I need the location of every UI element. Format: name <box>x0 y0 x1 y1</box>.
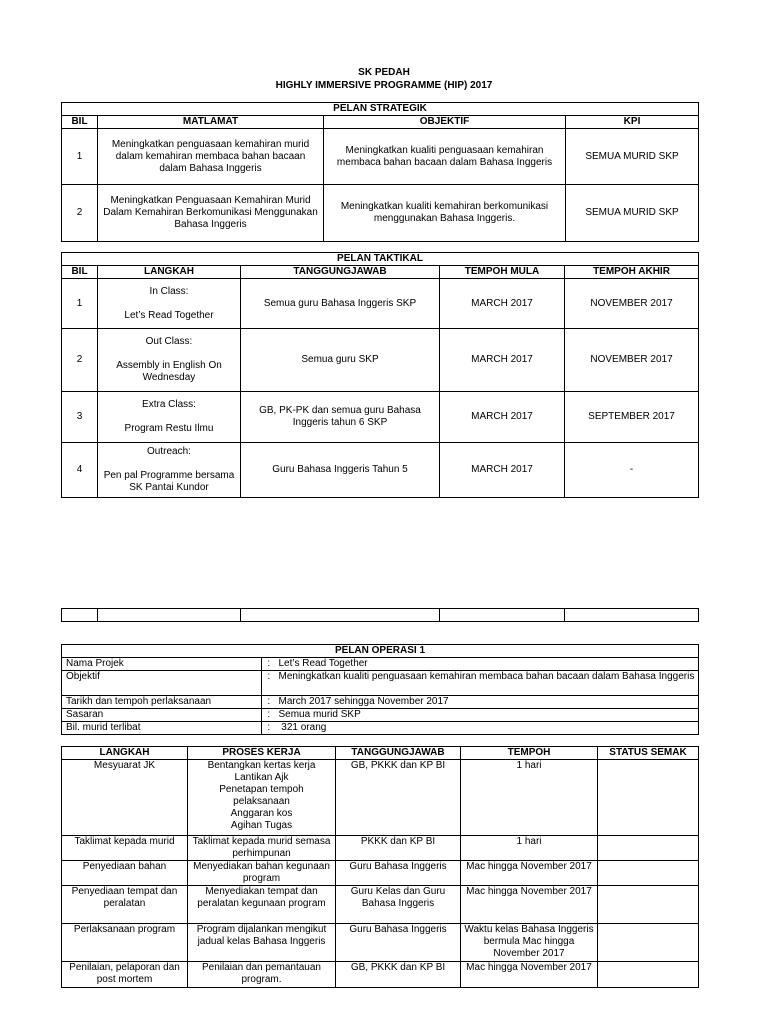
bil-cell: 2 <box>62 185 98 242</box>
tempoh-mula-cell: MARCH 2017 <box>440 392 565 443</box>
programme-title: HIGHLY IMMERSIVE PROGRAMME (HIP) 2017 <box>275 80 493 91</box>
langkah-cell: Perlaksanaan program <box>62 924 188 962</box>
operation-plan-title: PELAN OPERASI 1 <box>62 645 699 658</box>
tanggungjawab-cell: GB, PK-PK dan semua guru Bahasa Inggeris tahun 6 SKP <box>241 392 440 443</box>
bil-cell: 1 <box>62 279 98 329</box>
kpi-cell: SEMUA MURID SKP <box>566 129 699 185</box>
langkah-cell: Penyediaan bahan <box>62 861 188 886</box>
tempoh-mula-cell: MARCH 2017 <box>440 329 565 392</box>
empty-cell <box>440 609 565 622</box>
status-semak-cell <box>598 924 699 962</box>
field-value: Semua murid SKP <box>276 709 699 722</box>
tempoh-cell: Waktu kelas Bahasa Inggeris bermula Mac hingga November 2017 <box>461 924 598 962</box>
tempoh-cell: Mac hingga November 2017 <box>461 861 598 886</box>
field-separator: : <box>262 722 276 735</box>
proses-kerja-cell: Bentangkan kertas kerja Lantikan Ajk Penetapan tempoh pelaksanaan Anggaran kos Agihan Tugas <box>188 760 336 836</box>
tempoh-cell: Mac hingga November 2017 <box>461 886 598 924</box>
table-row <box>62 443 699 498</box>
objektif-cell: Meningkatkan kualiti penguasaan kemahiran membaca bahan bacaan dalam Bahasa Inggeris <box>324 129 566 185</box>
proses-kerja-cell: Menyediakan bahan kegunaan program <box>188 861 336 886</box>
langkah-category: Out Class: <box>145 336 193 347</box>
field-separator: : <box>262 671 276 696</box>
tempoh-akhir-cell: SEPTEMBER 2017 <box>565 392 699 443</box>
tempoh-cell: 1 hari <box>461 760 598 836</box>
header-bil: BIL <box>62 116 98 129</box>
tanggungjawab-cell: GB, PKKK dan KP BI <box>336 962 461 988</box>
header-langkah: LANGKAH <box>98 266 241 279</box>
operation-plan-table <box>61 644 699 735</box>
header-tempoh: TEMPOH <box>461 747 598 760</box>
table-row <box>62 392 699 443</box>
school-title: SK PEDAH <box>358 67 410 78</box>
strategic-plan-table <box>61 102 699 242</box>
field-label: Bil. murid terlibat <box>62 722 262 735</box>
field-label: Sasaran <box>62 709 262 722</box>
field-label: Nama Projek <box>62 658 262 671</box>
tanggungjawab-cell: Semua guru Bahasa Inggeris SKP <box>241 279 440 329</box>
matlamat-cell: Meningkatkan Penguasaan Kemahiran Murid Dalam Kemahiran Berkomunikasi Menggunakan Bahasa Inggeris <box>98 185 324 242</box>
header-matlamat: MATLAMAT <box>98 116 324 129</box>
tempoh-akhir-cell: - <box>565 443 699 498</box>
table-row <box>62 185 699 242</box>
field-value: Let’s Read Together <box>276 658 699 671</box>
empty-row-table <box>61 608 699 622</box>
table-row <box>62 279 699 329</box>
tempoh-cell: Mac hingga November 2017 <box>461 962 598 988</box>
header-tempoh-mula: TEMPOH MULA <box>440 266 565 279</box>
kpi-cell: SEMUA MURID SKP <box>566 185 699 242</box>
table-row <box>62 329 699 392</box>
field-separator: : <box>262 696 276 709</box>
header-tanggungjawab: TANGGUNGJAWAB <box>336 747 461 760</box>
process-table <box>61 746 699 988</box>
langkah-text: Pen pal Programme bersama SK Pantai Kundor <box>103 470 235 493</box>
tactical-plan-title: PELAN TAKTIKAL <box>62 253 699 266</box>
langkah-category: Outreach: <box>147 446 191 457</box>
strategic-plan-title: PELAN STRATEGIK <box>62 103 699 116</box>
bil-cell: 4 <box>62 443 98 498</box>
proses-kerja-cell: Menyediakan tempat dan peralatan kegunaan program <box>188 886 336 924</box>
status-semak-cell <box>598 886 699 924</box>
field-value: 321 orang <box>276 722 699 735</box>
tempoh-akhir-cell: NOVEMBER 2017 <box>565 329 699 392</box>
table-row <box>62 760 699 836</box>
table-row <box>62 886 699 924</box>
header-bil: BIL <box>62 266 98 279</box>
tanggungjawab-cell: Guru Bahasa Inggeris <box>336 861 461 886</box>
langkah-cell: Taklimat kepada murid <box>62 836 188 861</box>
field-value: March 2017 sehingga November 2017 <box>276 696 699 709</box>
empty-cell <box>62 609 98 622</box>
tactical-plan-table <box>61 252 699 498</box>
tanggungjawab-cell: Guru Bahasa Inggeris <box>336 924 461 962</box>
field-label: Tarikh dan tempoh perlaksanaan <box>62 696 262 709</box>
tanggungjawab-cell: PKKK dan KP BI <box>336 836 461 861</box>
field-label: Objektif <box>62 671 262 696</box>
objektif-cell: Meningkatkan kualiti kemahiran berkomunikasi menggunakan Bahasa Inggeris. <box>324 185 566 242</box>
tanggungjawab-cell: GB, PKKK dan KP BI <box>336 760 461 836</box>
bil-cell: 1 <box>62 129 98 185</box>
tanggungjawab-cell: Semua guru SKP <box>241 329 440 392</box>
langkah-cell <box>98 443 241 498</box>
langkah-text: Assembly in English On Wednesday <box>116 360 222 383</box>
proses-kerja-cell: Taklimat kepada murid semasa perhimpunan <box>188 836 336 861</box>
langkah-cell: Penyediaan tempat dan peralatan <box>62 886 188 924</box>
langkah-text: Let’s Read Together <box>124 309 214 321</box>
header-objektif: OBJEKTIF <box>324 116 566 129</box>
langkah-cell <box>98 329 241 392</box>
header-kpi: KPI <box>566 116 699 129</box>
tempoh-cell: 1 hari <box>461 836 598 861</box>
table-row <box>62 836 699 861</box>
status-semak-cell <box>598 760 699 836</box>
bil-cell: 2 <box>62 329 98 392</box>
table-row <box>62 962 699 988</box>
header-proses-kerja: PROSES KERJA <box>188 747 336 760</box>
field-separator: : <box>262 709 276 722</box>
header-tanggungjawab: TANGGUNGJAWAB <box>241 266 440 279</box>
empty-cell <box>565 609 699 622</box>
table-row <box>62 924 699 962</box>
header-tempoh-akhir: TEMPOH AKHIR <box>565 266 699 279</box>
proses-kerja-cell: Penilaian dan pemantauan program. <box>188 962 336 988</box>
langkah-cell: Mesyuarat JK <box>62 760 188 836</box>
empty-cell <box>241 609 440 622</box>
langkah-cell: Penilaian, pelaporan dan post mortem <box>62 962 188 988</box>
header-status-semak: STATUS SEMAK <box>598 747 699 760</box>
status-semak-cell <box>598 836 699 861</box>
langkah-cell <box>98 279 241 329</box>
proses-kerja-cell: Program dijalankan mengikut jadual kelas Bahasa Inggeris <box>188 924 336 962</box>
field-separator: : <box>262 658 276 671</box>
tanggungjawab-cell: Guru Kelas dan Guru Bahasa Inggeris <box>336 886 461 924</box>
tempoh-mula-cell: MARCH 2017 <box>440 279 565 329</box>
empty-cell <box>98 609 241 622</box>
langkah-text: Program Restu Ilmu <box>124 423 214 434</box>
langkah-cell <box>98 392 241 443</box>
table-row <box>62 861 699 886</box>
table-row <box>62 129 699 185</box>
tempoh-akhir-cell: NOVEMBER 2017 <box>565 279 699 329</box>
langkah-category: Extra Class: <box>142 399 196 410</box>
tempoh-mula-cell: MARCH 2017 <box>440 443 565 498</box>
langkah-category: In Class: <box>149 285 189 297</box>
tanggungjawab-cell: Guru Bahasa Inggeris Tahun 5 <box>241 443 440 498</box>
status-semak-cell <box>598 861 699 886</box>
status-semak-cell <box>598 962 699 988</box>
header-langkah: LANGKAH <box>62 747 188 760</box>
field-value: Meningkatkan kualiti penguasaan kemahiran membaca bahan bacaan dalam Bahasa Inggeris <box>276 671 699 696</box>
matlamat-cell: Meningkatkan penguasaan kemahiran murid dalam kemahiran membaca bahan bacaan dalam Bahasa Inggeris <box>98 129 324 185</box>
bil-cell: 3 <box>62 392 98 443</box>
